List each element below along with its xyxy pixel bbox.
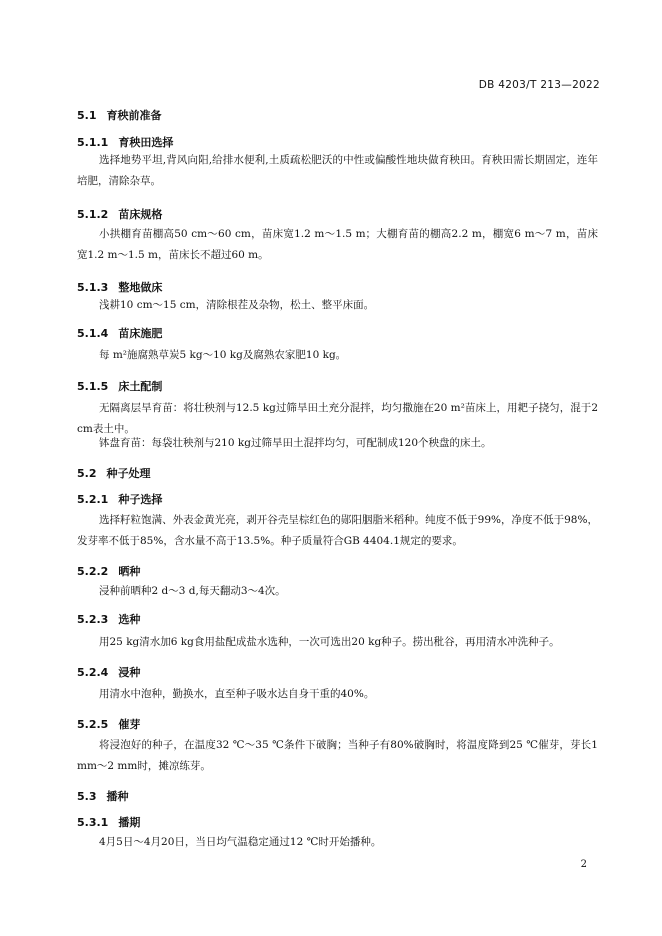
paragraph: 小拱棚育苗棚高50 cm～60 cm，苗床宽1.2 m～1.5 m；大棚育苗的棚高2.2 m，棚宽6 m～7 m，苗床宽1.2 m～1.5 m，苗床长不超过60 m。 [77,228,598,261]
paragraph: 选择籽粒饱满、外表金黄光亮，剥开谷壳呈棕红色的郧阳胭脂米稻种。纯度不低于99%，净度不低于98%，发芽率不低于85%，含水量不高于13.5%。种子质量符合GB 4404.1规定的要求。 [77,514,598,547]
paragraph: 4月5日～4月20日，当日均气温稳定通过12 ℃时开始播种。 [99,836,382,848]
section-title: 育秧前准备 [106,109,162,122]
section-number: 5.3 [77,790,97,803]
section-heading-5-2-2 [77,563,140,579]
section-number: 5.2.4 [77,666,109,679]
paragraph: 浅耕10 cm～15 cm，清除根茬及杂物，松土、整平床面。 [99,299,375,311]
section-number: 5.2 [77,467,97,480]
section-number: 5.2.1 [77,493,109,506]
section-heading-5-1-2 [77,206,162,222]
section-number: 5.1 [77,109,97,122]
section-heading-5-2-1 [77,491,162,507]
paragraph: 无隔离层旱育苗：将壮秧剂与12.5 kg过筛旱田土充分混拌，均匀撒施在20 m²苗床上，用耙子挠匀，混于2 cm表土中。 [77,402,598,435]
section-title: 催芽 [118,718,141,731]
section-title: 床土配制 [118,380,163,393]
paragraph: 选择地势平坦,背风向阳,给排水便利,土质疏松肥沃的中性或偏酸性地块做育秧田。育秧田需长期固定，连年培肥，清除杂草。 [77,154,598,187]
section-title: 播期 [118,816,141,829]
section-title: 浸种 [118,666,141,679]
section-number: 5.2.5 [77,718,109,731]
section-number: 5.1.3 [77,281,109,294]
section-heading-5-2-5 [77,716,140,732]
section-heading-5-1-5 [77,378,162,394]
section-title: 播种 [106,790,129,803]
page-number: 2 [580,859,587,870]
section-number: 5.1.4 [77,327,109,340]
section-heading-5-1-1 [77,134,173,150]
section-heading-5-3-1 [77,814,140,830]
section-number: 5.3.1 [77,816,109,829]
section-number: 5.1.5 [77,380,109,393]
section-number: 5.1.2 [77,208,109,221]
section-title: 种子处理 [106,467,151,480]
section-heading-5-1 [77,107,162,123]
paragraph: 将浸泡好的种子，在温度32 ℃～35 ℃条件下破胸；当种子有80%破胸时，将温度降到25 ℃催芽，芽长1 mm～2 mm时，摊凉练芽。 [77,739,598,772]
section-title: 种子选择 [118,493,163,506]
paragraph: 钵盘育苗：每袋壮秧剂与210 kg过筛旱田土混拌均匀，可配制成120个秧盘的床土。 [99,437,492,449]
paragraph: 用25 kg清水加6 kg食用盐配成盐水选种，一次可选出20 kg种子。捞出秕谷，再用清水冲洗种子。 [99,636,560,648]
paragraph: 每 m²施腐熟草炭5 kg～10 kg及腐熟农家肥10 kg。 [99,349,347,361]
section-number: 5.2.2 [77,565,109,578]
section-number: 5.1.1 [77,136,109,149]
document-code: DB 4203/T 213—2022 [478,79,600,91]
section-title: 选种 [118,613,141,626]
section-heading-5-2-3 [77,611,140,627]
section-title: 晒种 [118,565,141,578]
section-title: 苗床规格 [118,208,163,221]
section-title: 育秧田选择 [118,136,174,149]
section-heading-5-2 [77,465,151,481]
section-title: 整地做床 [118,281,163,294]
section-heading-5-1-3 [77,279,162,295]
section-heading-5-1-4 [77,325,162,341]
paragraph: 浸种前晒种2 d～3 d,每天翻动3～4次。 [99,585,286,597]
paragraph: 用清水中泡种，勤换水，直至种子吸水达自身干重的40%。 [99,688,375,700]
section-heading-5-3 [77,788,129,804]
section-heading-5-2-4 [77,664,140,680]
section-title: 苗床施肥 [118,327,163,340]
section-number: 5.2.3 [77,613,109,626]
